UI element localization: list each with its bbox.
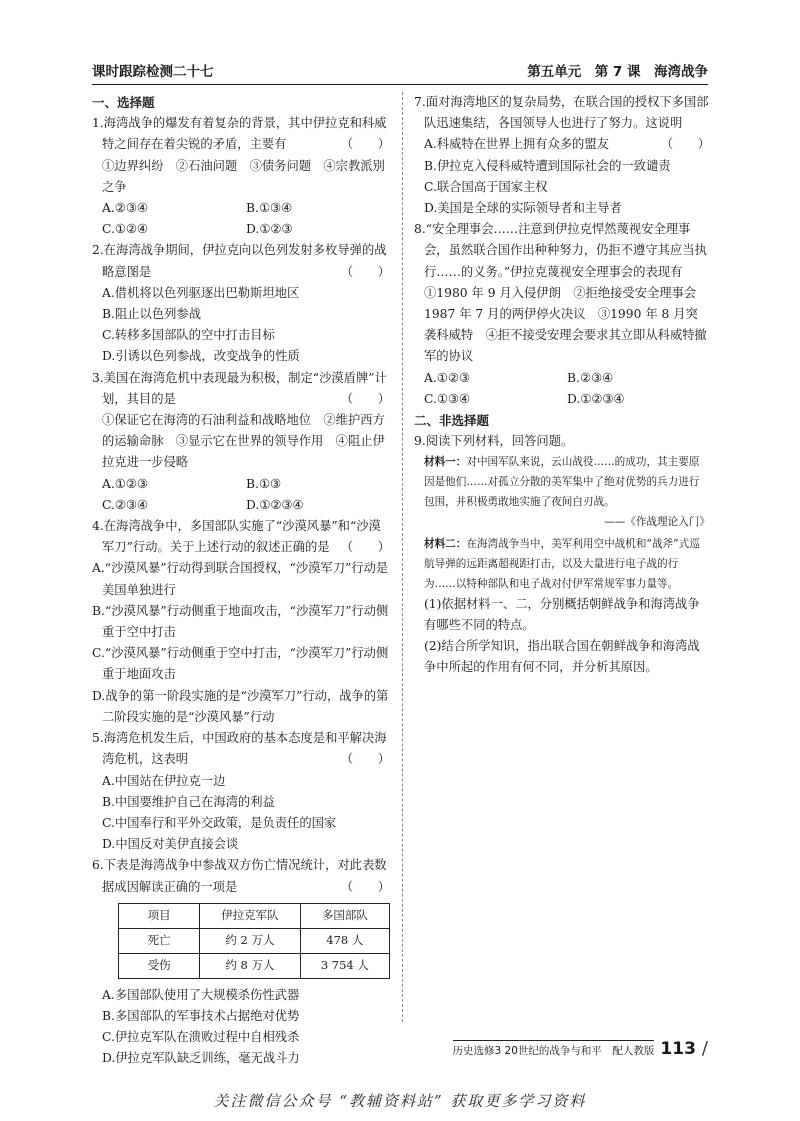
question-5 [92,728,390,855]
option-b[interactable]: B.“沙漠风暴”行动侧重于地面攻击，“沙漠军刀”行动侧重于空中打击 [92,603,389,640]
option-a[interactable]: A.①②③ [424,370,470,385]
book-series-label: 历史选修3 20世纪的战争与和平 配人教版 [453,1040,655,1058]
header-left-title: 课时跟踪检测二十七 [92,64,214,80]
question-9 [414,431,710,678]
question-items: ①保证它在海湾的石油利益和战略地位 ②维护西方的运输命脉 ③显示它在世界的领导作用 ④阻止伊拉克进一步侵略 [102,413,385,470]
question-stem: 2.在海湾战争期间，伊拉克向以色列发射多枚导弹的战略意图是 （ ） [92,243,390,279]
option-d[interactable]: D.中国反对美伊直接会谈 [102,837,239,852]
left-column [92,92,390,1070]
page-number: 113 [660,1038,696,1059]
question-stem: 3.美国在海湾危机中表现最为积极，制定“沙漠盾牌”计划，其目的是 （ ） [92,370,390,406]
question-1 [92,113,390,240]
option-a[interactable]: A.②③④ [102,201,148,216]
option-d[interactable]: D.①②③ [246,222,293,237]
page-footer [453,1038,708,1059]
question-2 [92,240,390,367]
option-d[interactable]: D.伊拉克军队缺乏训练，毫无战斗力 [102,1051,300,1066]
option-c[interactable]: C.联合国高于国家主权 [424,179,548,194]
option-b[interactable]: B.②③④ [567,370,614,385]
table-cell: 受伤 [119,953,200,978]
casualty-table [118,903,390,979]
question-stem: 6.下表是海湾战争中参战双方伤亡情况统计，对此表数据成因解读正确的一项是 （ ） [92,858,390,894]
question-stem: 5.海湾危机发生后，中国政府的基本态度是和平解决海湾危机，这表明 （ ） [92,731,390,767]
table-row [119,953,390,978]
question-items: ①1980 年 9 月入侵伊朗 ②拒绝接受安全理事会 1987 年 7 月的两伊停火决议 ③1990 年 8 月突袭科威特 ④拒不接受安理会要求其立即从科威特撤军的协议 [424,285,707,364]
option-a[interactable]: A.①②③ [102,476,148,491]
question-7 [414,92,710,219]
question-3 [92,368,390,516]
option-d[interactable]: D.引诱以色列参战，改变战争的性质 [102,349,300,364]
option-a[interactable]: A.中国站在伊拉克一边 [102,773,226,788]
option-a[interactable]: A.科威特在世界上拥有众多的盟友 [424,137,609,152]
table-cell: 478 人 [300,928,389,953]
watermark-text: 关注微信公众号 “教辅资料站” 获取更多学习资料 [213,1092,587,1110]
option-b[interactable]: B.多国部队的军事技术占据绝对优势 [102,1008,300,1023]
page-header [92,58,708,85]
option-c[interactable]: C.①②④ [102,222,148,237]
header-right-title: 第五单元 第 7 课 海湾战争 [527,64,708,80]
option-c[interactable]: C.“沙漠风暴”行动侧重于空中打击，“沙漠军刀”行动侧重于地面攻击 [92,646,389,682]
section-choice-title: 一、选择题 [92,95,155,110]
question-stem: 7.面对海湾地区的复杂局势，在联合国的授权下多国部队迅速集结，各国领导人也进行了努力。这说明 （ ） [414,95,710,152]
option-a[interactable]: A.多国部队使用了大规模杀伤性武器 [102,987,300,1002]
table-row [119,928,390,953]
table-header-cell: 项目 [119,903,200,928]
option-b[interactable]: B.中国要维护自己在海湾的利益 [102,794,275,809]
option-d[interactable]: D.①②③④ [246,497,304,512]
option-c[interactable]: C.①③④ [424,391,470,406]
column-divider [402,92,403,1022]
table-cell: 约 8 万人 [200,953,301,978]
table-header-row [119,903,390,928]
option-d[interactable]: D.美国是全球的实际领导者和主导者 [424,201,622,216]
material-one: 材料一：对中国军队来说，云山战役……的成功，其主要原因是他们……对孤立分散的美军集中了绝对优势的兵力进行包围，并积极勇敢地实施了夜间白刃战。 [424,456,700,509]
sub-question-1: (1)依据材料一、二，分别概括朝鲜战争和海湾战争有哪些不同的特点。 [424,596,700,632]
question-stem: 1.海湾战争的爆发有着复杂的背景，其中伊拉克和科威特之间存在着尖锐的矛盾，主要有 （ ） [92,116,390,152]
table-cell: 3 754 人 [300,953,389,978]
material-two: 材料二：在海湾战争当中，美军利用空中战机和“战斧”式巡航导弹的远距离超视距打击，以及大量进行电子战的行为……以特种部队和电子战对付伊军常规军事力量等。 [424,537,700,590]
table-cell: 死亡 [119,928,200,953]
right-column [414,92,710,678]
question-6 [92,855,390,1069]
option-b[interactable]: B.伊拉克入侵科威特遭到国际社会的一致谴责 [424,158,671,173]
table-header-cell: 伊拉克军队 [200,903,301,928]
option-b[interactable]: B.①③④ [246,201,293,216]
table-header-cell: 多国部队 [300,903,389,928]
option-c[interactable]: C.伊拉克军队在溃败过程中自相残杀 [102,1030,300,1045]
question-stem: 4.在海湾战争中，多国部队实施了“沙漠风暴”和“沙漠军刀”行动。关于上述行动的叙述正确的是 （ ） [92,519,390,555]
table-cell: 约 2 万人 [200,928,301,953]
sub-question-2: (2)结合所学知识，指出联合国在朝鲜战争和海湾战争中所起的作用有何不同，并分析其原因。 [424,639,700,675]
material-source: ——《作战理论入门》 [604,516,710,529]
option-c[interactable]: C.转移多国部队的空中打击目标 [102,328,275,343]
footer-slash-decoration: / [701,1038,708,1059]
question-stem: 8.“安全理事会……注意到伊拉克悍然蔑视安全理事会，虽然联合国作出种种努力，仍拒不遵守其应当执行……的义务。”伊拉克蔑视安全理事会的表现有 [414,222,707,279]
option-a[interactable]: A.借机将以色列驱逐出巴勒斯坦地区 [102,285,300,300]
option-c[interactable]: C.②③④ [102,497,148,512]
question-8 [414,219,710,410]
question-items: ①边界纠纷 ②石油问题 ③债务问题 ④宗教派别之争 [102,158,385,194]
question-stem: 9.阅读下列材料，回答问题。 [414,434,574,449]
option-b[interactable]: B.阻止以色列参战 [102,307,202,322]
option-a[interactable]: A.“沙漠风暴”行动得到联合国授权，“沙漠军刀”行动是美国单独进行 [92,561,389,597]
question-4 [92,516,390,728]
section-nonchoice-title: 二、非选择题 [414,413,490,429]
option-c[interactable]: C.中国奉行和平外交政策，是负责任的国家 [102,815,337,830]
option-b[interactable]: B.①③ [246,476,281,491]
option-d[interactable]: D.①②③④ [567,391,625,406]
option-d[interactable]: D.战争的第一阶段实施的是“沙漠军刀”行动，战争的第二阶段实施的是“沙漠风暴”行动 [92,688,389,724]
